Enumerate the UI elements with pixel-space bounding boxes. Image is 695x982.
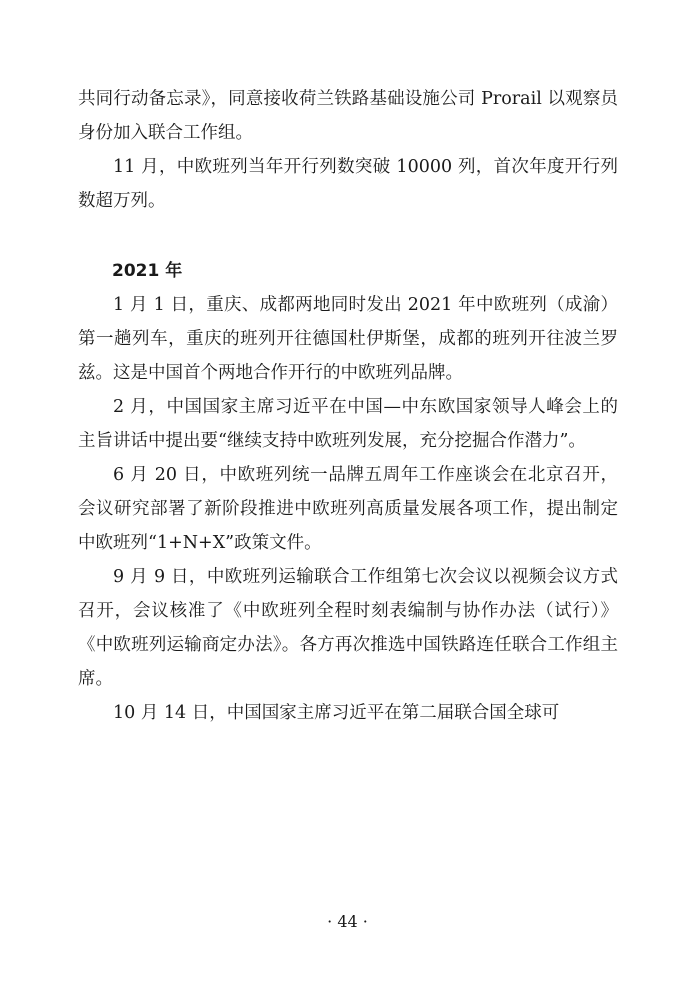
section-heading-2021: 2021 年 <box>112 261 183 281</box>
paragraph-jun-20: 6 月 20 日，中欧班列统一品牌五周年工作座谈会在北京召开，会议研究部署了新阶段推进中欧班列高质量发展各项工作，提出制定中欧班列“1+N+X”政策文件。 <box>78 465 618 553</box>
continued-paragraph: 共同行动备忘录》，同意接收荷兰铁路基础设施公司 Prorail 以观察员身份加入联合工作组。 <box>78 89 618 143</box>
paragraph-november: 11 月，中欧班列当年开行列数突破 10000 列，首次年度开行列数超万列。 <box>78 157 618 211</box>
page-number: · 44 · <box>327 912 368 931</box>
paragraph-jan-1: 1 月 1 日，重庆、成都两地同时发出 2021 年中欧班列（成渝）第一趟列车，重庆的班列开往德国杜伊斯堡，成都的班列开往波兰罗兹。这是中国首个两地合作开行的中欧班列品牌。 <box>78 295 618 383</box>
paragraph-oct-14: 10 月 14 日，中国国家主席习近平在第二届联合国全球可 <box>113 703 560 723</box>
paragraph-sep-9: 9 月 9 日，中欧班列运输联合工作组第七次会议以视频会议方式召开，会议核准了《中欧班列全程时刻表编制与协作办法（试行）》《中欧班列运输商定办法》。各方再次推选中国铁路连任联合工作组主席。 <box>78 567 618 689</box>
paragraph-feb: 2 月，中国国家主席习近平在中国—中东欧国家领导人峰会上的主旨讲话中提出要“继续支持中欧班列发展，充分挖掘合作潜力”。 <box>78 397 618 451</box>
document-body <box>78 82 618 730</box>
